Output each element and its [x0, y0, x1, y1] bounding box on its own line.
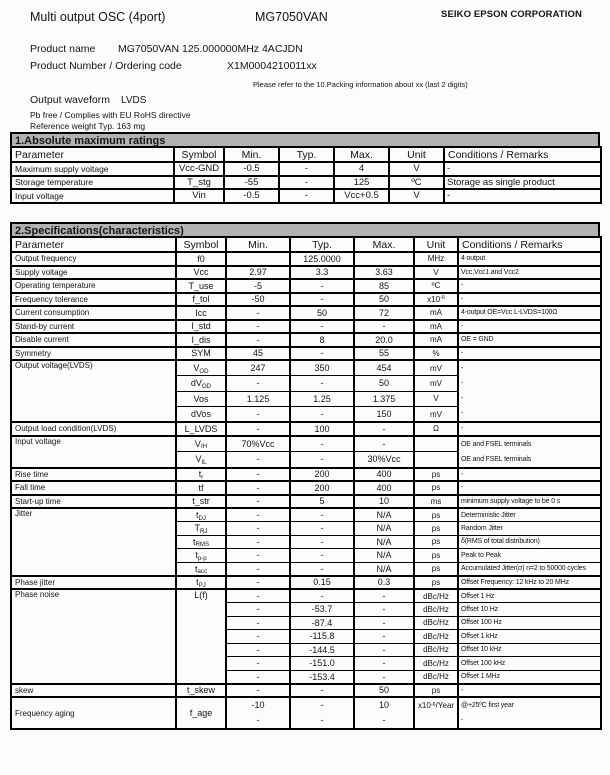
table-cell: Offset 100 Hz: [458, 616, 601, 630]
table-cell: 400: [354, 468, 414, 482]
table-cell: - -: [290, 697, 354, 729]
table-cell: f_age: [176, 697, 226, 729]
table-cell: $t_{RMS}$: [176, 535, 226, 549]
table-row: [11, 162, 601, 176]
table-cell: -: [226, 589, 290, 603]
table-cell: $t_{p-p}$: [176, 549, 226, 563]
table-cell: δ(RMS of total distribution): [458, 535, 601, 549]
table-cell: I_std: [176, 320, 226, 334]
table-cell: 2.97: [226, 266, 290, 280]
column-header: Max.: [354, 237, 414, 252]
table-cell: Frequency aging: [11, 697, 176, 729]
output-waveform-label: Output waveform: [30, 94, 110, 106]
specifications-table: [10, 236, 602, 730]
table-cell: -: [458, 684, 601, 698]
table-cell: ps: [414, 549, 458, 563]
table-cell: -: [290, 279, 354, 293]
column-header: Typ.: [290, 237, 354, 252]
table-row: [11, 468, 601, 482]
table-cell: Phase noise: [11, 589, 176, 684]
table-cell: minimum supply voltage to be 0 s: [458, 495, 601, 509]
table-cell: -: [354, 422, 414, 436]
table-cell: 200: [290, 481, 354, 495]
table-cell: -151.0: [290, 657, 354, 671]
table-cell: V: [389, 162, 444, 176]
table-cell: -: [290, 589, 354, 603]
table-row: [11, 576, 601, 590]
table-cell: Offset 1 Hz: [458, 589, 601, 603]
table-cell: 45: [226, 347, 290, 361]
column-header: Min.: [226, 237, 290, 252]
table-cell: ps: [414, 535, 458, 549]
table-cell: L(f): [176, 589, 226, 684]
table-cell: V: [389, 189, 444, 203]
table-cell: ps: [414, 481, 458, 495]
table-cell: -: [290, 436, 354, 452]
specifications-section: [10, 222, 600, 730]
table-cell: T_stg: [174, 176, 224, 190]
table-cell: -10 -: [226, 697, 290, 729]
table-cell: f0: [176, 252, 226, 266]
table-cell: -: [226, 576, 290, 590]
table-cell: -0.5: [224, 189, 279, 203]
table-cell: N/A: [354, 549, 414, 563]
table-cell: -: [354, 616, 414, 630]
table-cell: 8: [290, 333, 354, 347]
table-cell: -: [290, 376, 354, 392]
table-cell: Operating temperature: [11, 279, 176, 293]
table-cell: -: [290, 562, 354, 576]
table-cell: $t_r$: [176, 468, 226, 482]
model-number: MG7050VAN: [255, 10, 328, 24]
table-cell: 1.125: [226, 391, 290, 407]
table-cell: -: [444, 162, 601, 176]
table-cell: Vin: [174, 189, 224, 203]
table-cell: skew: [11, 684, 176, 698]
abs-max-ratings-title: 1.Absolute maximum ratings: [10, 132, 600, 146]
table-cell: 0.15: [290, 576, 354, 590]
table-cell: -: [226, 684, 290, 698]
abs-max-ratings-section: [10, 132, 600, 204]
table-row: [11, 189, 601, 203]
table-cell: %: [414, 347, 458, 361]
table-cell: 247: [226, 360, 290, 376]
column-header: Typ.: [279, 147, 334, 162]
table-cell: 30%Vcc: [354, 452, 414, 468]
table-cell: 4-output OE=Vcc L-LVDS=100Ω: [458, 306, 601, 320]
table-cell: V: [414, 266, 458, 280]
table-row: [11, 697, 601, 729]
column-header: Min.: [224, 147, 279, 162]
table-cell: 400: [354, 481, 414, 495]
table-cell: -: [226, 495, 290, 509]
table-cell: dBc/Hz: [414, 603, 458, 617]
table-cell: Vcc-GND: [174, 162, 224, 176]
column-header: Symbol: [174, 147, 224, 162]
table-cell: Offset 100 kHz: [458, 657, 601, 671]
table-cell: -: [279, 162, 334, 176]
table-cell: $x10^{-6}$: [414, 293, 458, 307]
table-cell: -153.4: [290, 670, 354, 684]
table-cell: $T_{RJ}$: [176, 522, 226, 536]
table-cell: t_str: [176, 495, 226, 509]
ordering-code-value: X1M0004210011xx: [227, 60, 317, 72]
table-cell: -: [226, 508, 290, 522]
table-cell: Fall time: [11, 481, 176, 495]
table-cell: -: [458, 347, 601, 361]
table-cell: Offset 1 MHz: [458, 670, 601, 684]
table-row: [11, 481, 601, 495]
table-cell: OE = GND: [458, 333, 601, 347]
table-cell: dBc/Hz: [414, 643, 458, 657]
table-cell: 4: [334, 162, 389, 176]
table-cell: dBc/Hz: [414, 630, 458, 644]
table-cell: mA: [414, 333, 458, 347]
table-cell: -: [226, 522, 290, 536]
table-cell: -5: [226, 279, 290, 293]
table-cell: Phase jitter: [11, 576, 176, 590]
table-cell: ps: [414, 508, 458, 522]
table-cell: [414, 452, 458, 468]
table-cell: 50: [354, 293, 414, 307]
table-cell: Ω: [414, 422, 458, 436]
table-row: [11, 293, 601, 307]
table-row: [11, 333, 601, 347]
table-cell: -: [290, 684, 354, 698]
table-cell: Rise time: [11, 468, 176, 482]
table-cell: I_dis: [176, 333, 226, 347]
table-cell: mV: [414, 407, 458, 423]
table-cell: ps: [414, 576, 458, 590]
table-cell: t_skew: [176, 684, 226, 698]
table-cell: -: [290, 522, 354, 536]
table-cell: $V_{IH}$: [176, 436, 226, 452]
company-name: SEIKO EPSON CORPORATION: [441, 9, 582, 20]
table-cell: 5: [290, 495, 354, 509]
table-cell: 50: [354, 684, 414, 698]
table-cell: -: [444, 189, 601, 203]
table-cell: Disable current: [11, 333, 176, 347]
column-header: Conditions / Remarks: [458, 237, 601, 252]
table-row: [11, 495, 601, 509]
table-cell: -144.5: [290, 643, 354, 657]
table-cell: Offset 10 kHz: [458, 643, 601, 657]
table-cell: ps: [414, 468, 458, 482]
table-cell: 4 output: [458, 252, 601, 266]
table-cell: dVos: [176, 407, 226, 423]
table-cell: -: [458, 468, 601, 482]
column-header: Unit: [414, 237, 458, 252]
table-cell: -: [226, 468, 290, 482]
table-row: [11, 320, 601, 334]
table-cell: f_tol: [176, 293, 226, 307]
table-cell: Vos: [176, 391, 226, 407]
product-name-label: Product name: [30, 43, 96, 55]
table-cell: -: [226, 333, 290, 347]
table-cell: -: [290, 549, 354, 563]
table-cell: $dV_{OD}$: [176, 376, 226, 392]
table-cell: 200: [290, 468, 354, 482]
table-cell: -: [226, 616, 290, 630]
table-cell: -: [354, 320, 414, 334]
table-cell: -115.8: [290, 630, 354, 644]
table-cell: -: [290, 293, 354, 307]
table-row: [11, 360, 601, 376]
table-cell: -: [226, 603, 290, 617]
table-cell: V: [414, 391, 458, 407]
column-header: Conditions / Remarks: [444, 147, 601, 162]
table-cell: $x10^{-6}$/Year: [414, 697, 458, 729]
table-cell: -: [458, 293, 601, 307]
table-cell: -: [290, 320, 354, 334]
table-cell: Offset 10 Hz: [458, 603, 601, 617]
table-cell: Random Jitter: [458, 522, 601, 536]
table-cell: -: [290, 508, 354, 522]
table-cell: -: [226, 535, 290, 549]
table-cell: 100: [290, 422, 354, 436]
table-cell: Maximum supply voltage: [11, 162, 174, 176]
output-waveform-value: LVDS: [121, 95, 147, 106]
table-cell: Peak to Peak: [458, 549, 601, 563]
table-cell: 72: [354, 306, 414, 320]
table-cell: -0.5: [224, 162, 279, 176]
table-cell: 350: [290, 360, 354, 376]
table-cell: -: [226, 376, 290, 392]
table-cell: $V_{IL}$: [176, 452, 226, 468]
packing-note: Please refer to the 10.Packing information about xx (last 2 digits): [253, 80, 468, 89]
table-cell: -: [354, 436, 414, 452]
table-cell: 70%Vcc: [226, 436, 290, 452]
table-cell: -: [226, 630, 290, 644]
table-cell: Output load condition(LVDS): [11, 422, 176, 436]
table-cell: -: [354, 657, 414, 671]
table-cell: dBc/Hz: [414, 657, 458, 671]
table-cell: Input voltage: [11, 436, 176, 468]
table-cell: -: [226, 562, 290, 576]
table-cell: Jitter: [11, 508, 176, 576]
table-cell: $t_{acc}$: [176, 562, 226, 576]
table-cell: mA: [414, 306, 458, 320]
table-cell: -53.7: [290, 603, 354, 617]
table-cell: -: [290, 347, 354, 361]
table-cell: Start-up time: [11, 495, 176, 509]
table-cell: dBc/Hz: [414, 616, 458, 630]
table-cell: [354, 252, 414, 266]
rohs-note: Pb free / Complies with EU RoHS directive: [30, 110, 191, 120]
document-title: Multi output OSC (4port): [30, 10, 166, 24]
table-row: [11, 176, 601, 190]
table-cell: 3.3: [290, 266, 354, 280]
weight-note: Reference weight Typ. 163 mg: [30, 121, 146, 131]
table-cell: -: [226, 407, 290, 423]
table-cell: ms: [414, 495, 458, 509]
column-header: Parameter: [11, 147, 174, 162]
table-row: [11, 684, 601, 698]
table-cell: Stand-by current: [11, 320, 176, 334]
table-cell: -: [226, 320, 290, 334]
table-cell: Frequency tolerance: [11, 293, 176, 307]
table-cell: -: [279, 189, 334, 203]
table-cell: -: [226, 422, 290, 436]
table-cell: 1.25: [290, 391, 354, 407]
table-cell: -: [290, 535, 354, 549]
table-cell: Output frequency: [11, 252, 176, 266]
table-cell: mV: [414, 360, 458, 376]
specifications-title: 2.Specifications(characteristics): [10, 222, 600, 236]
table-row: [11, 436, 601, 452]
table-cell: 50: [354, 376, 414, 392]
table-cell: -: [354, 643, 414, 657]
table-cell: -: [458, 422, 601, 436]
table-cell: Offset 1 kHz: [458, 630, 601, 644]
table-row: [11, 252, 601, 266]
table-cell: Storage temperature: [11, 176, 174, 190]
table-row: [11, 508, 601, 522]
table-cell: -: [226, 452, 290, 468]
table-cell: Offset Frequency: 12 kHz to 20 MHz: [458, 576, 601, 590]
table-cell: ps: [414, 522, 458, 536]
table-cell: -: [290, 407, 354, 423]
column-header: Unit: [389, 147, 444, 162]
table-cell: 125.0000: [290, 252, 354, 266]
table-cell: -: [458, 481, 601, 495]
table-cell: -: [226, 670, 290, 684]
table-cell: $t_{PJ}$: [176, 576, 226, 590]
table-cell: -: [458, 320, 601, 334]
table-cell: 1.375: [354, 391, 414, 407]
ordering-code-label: Product Number / Ordering code: [30, 60, 182, 72]
table-cell: ºC: [389, 176, 444, 190]
table-cell: 50: [290, 306, 354, 320]
table-cell: $V_{OD}$: [176, 360, 226, 376]
table-cell: - - - -: [458, 360, 601, 422]
table-cell: MHz: [414, 252, 458, 266]
table-cell: SYM: [176, 347, 226, 361]
table-cell: ºC: [414, 279, 458, 293]
table-cell: Deterministic Jitter: [458, 508, 601, 522]
table-cell: dBc/Hz: [414, 589, 458, 603]
table-cell: 10: [354, 495, 414, 509]
table-cell: [226, 252, 290, 266]
table-cell: 150: [354, 407, 414, 423]
table-cell: -87.4: [290, 616, 354, 630]
table-cell: N/A: [354, 562, 414, 576]
table-cell: -: [226, 306, 290, 320]
table-cell: 0.3: [354, 576, 414, 590]
table-cell: Vcc+0.5: [334, 189, 389, 203]
table-cell: -: [226, 549, 290, 563]
table-row: [11, 306, 601, 320]
header-row: [11, 147, 601, 162]
table-cell: -: [279, 176, 334, 190]
abs-max-ratings-table: [10, 146, 602, 204]
table-cell: mA: [414, 320, 458, 334]
column-header: Parameter: [11, 237, 176, 252]
table-row: [11, 279, 601, 293]
table-cell: -: [290, 452, 354, 468]
table-cell: -: [226, 481, 290, 495]
header-row: [11, 237, 601, 252]
table-cell: Input voltage: [11, 189, 174, 203]
table-cell: mV: [414, 376, 458, 392]
table-cell: OE and FSEL terminals OE and FSEL terminals: [458, 436, 601, 468]
table-cell: @+25ºC first year -: [458, 697, 601, 729]
table-cell: dBc/Hz: [414, 670, 458, 684]
table-cell: tf: [176, 481, 226, 495]
column-header: Symbol: [176, 237, 226, 252]
table-cell: $t_{DJ}$: [176, 508, 226, 522]
table-cell: Current consumption: [11, 306, 176, 320]
product-name-value: MG7050VAN 125.000000MHz 4ACJDN: [118, 43, 303, 55]
table-cell: Vcc: [176, 266, 226, 280]
table-cell: Supply voltage: [11, 266, 176, 280]
table-cell: -: [354, 589, 414, 603]
table-cell: 125: [334, 176, 389, 190]
table-cell: 10 -: [354, 697, 414, 729]
table-cell: T_use: [176, 279, 226, 293]
table-row: [11, 589, 601, 603]
table-cell: ps: [414, 562, 458, 576]
table-cell: ps: [414, 684, 458, 698]
table-cell: -: [354, 670, 414, 684]
table-cell: 454: [354, 360, 414, 376]
table-cell: Symmetry: [11, 347, 176, 361]
table-cell: -: [354, 603, 414, 617]
column-header: Max.: [334, 147, 389, 162]
table-cell: N/A: [354, 535, 414, 549]
table-row: [11, 422, 601, 436]
table-cell: Vcc,Vcc1 and Vcc2: [458, 266, 601, 280]
table-cell: 85: [354, 279, 414, 293]
table-cell: L_LVDS: [176, 422, 226, 436]
table-row: [11, 266, 601, 280]
table-cell: -: [226, 643, 290, 657]
table-cell: N/A: [354, 522, 414, 536]
table-cell: 20.0: [354, 333, 414, 347]
table-cell: -50: [226, 293, 290, 307]
table-cell: 55: [354, 347, 414, 361]
table-cell: Storage as single product: [444, 176, 601, 190]
table-cell: -: [458, 279, 601, 293]
table-cell: 3.63: [354, 266, 414, 280]
table-cell: -: [226, 657, 290, 671]
table-row: [11, 347, 601, 361]
table-cell: N/A: [354, 508, 414, 522]
table-cell: Output voltage(LVDS): [11, 360, 176, 422]
table-cell: [414, 436, 458, 452]
table-cell: -: [354, 630, 414, 644]
table-cell: Icc: [176, 306, 226, 320]
table-cell: Accumulated Jitter(σ) n=2 to 50000 cycles: [458, 562, 601, 576]
table-cell: -55: [224, 176, 279, 190]
